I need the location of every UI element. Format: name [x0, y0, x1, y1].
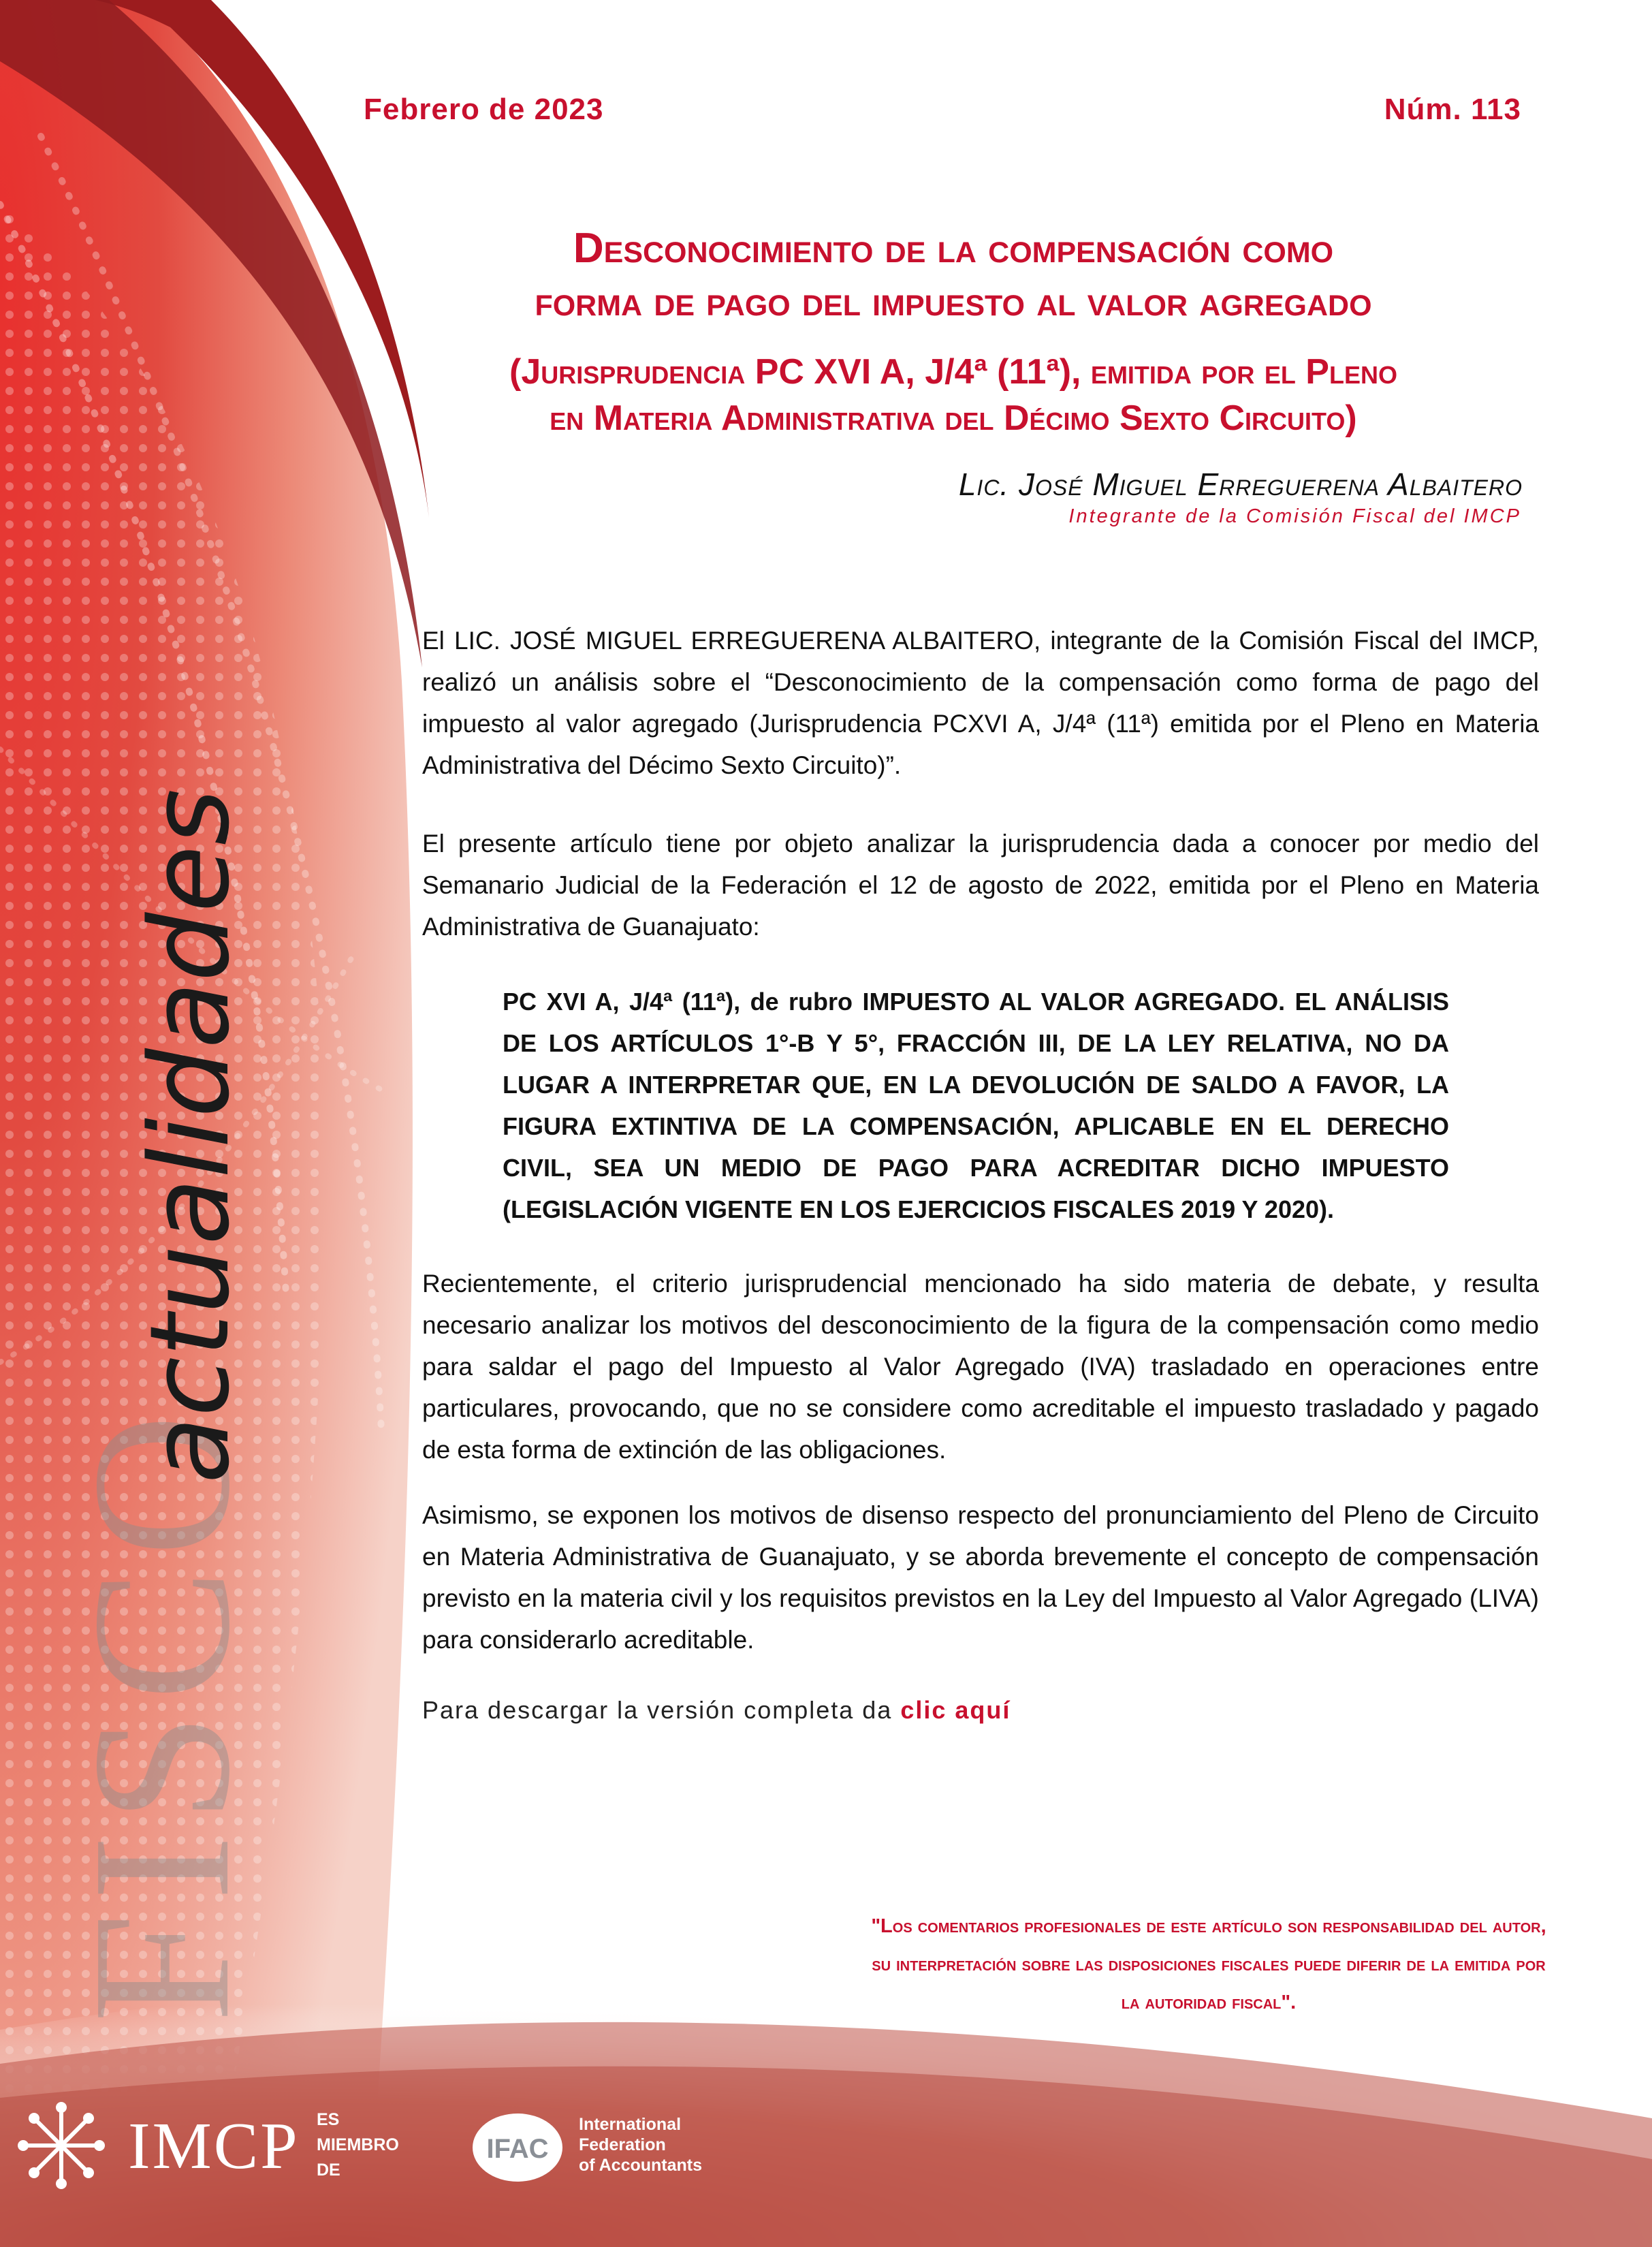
logo-word-fisco: FISCO — [52, 1402, 270, 2023]
author-role: Integrante de la Comisión Fiscal del IMCP — [1068, 505, 1521, 527]
member-of-label — [317, 2107, 399, 2183]
ifac-line-3: of Accountants — [579, 2156, 703, 2175]
subtitle-line-1: (Jurisprudencia PC XVI A, J/4ª (11ª), emitida por el Pleno — [509, 352, 1397, 392]
paragraph-dissent: Asimismo, se exponen los motivos de disenso respecto del pronunciamiento del Pleno de Circuito en Materia Administrativa de Guanajuato, y se aborda brevemente el concepto de compensación previsto en la materia civil y los requisitos previstos en la Ley del Impuesto al Valor Agregado (LIVA) para considerarlo acreditable. — [422, 1501, 1539, 1654]
paragraph-objective: El presente artículo tiene por objeto analizar la jurisprudencia dada a conocer por medio del Semanario Judicial de la Federación el 12 de agosto de 2022, emitida por el Pleno en Materia Administrativa de Guanajuato: — [422, 830, 1539, 941]
download-line — [422, 1696, 1011, 1725]
title-line-2: forma de pago del impuesto al valor agregado — [535, 278, 1372, 325]
title-line-1: Desconocimiento de la compensación como — [573, 225, 1334, 272]
ifac-logo-icon — [470, 2110, 565, 2185]
ifac-badge-text: IFAC — [486, 2134, 549, 2164]
imcp-wordmark: IMCP — [128, 2109, 300, 2183]
download-link[interactable]: clic aquí — [900, 1696, 1011, 1724]
jurisprudence-quote: PC XVI A, J/4ª (11ª), de rubro IMPUESTO AL VALOR AGREGADO. EL ANÁLISIS DE LOS ARTÍCULOS 1°-B Y 5°, FRACCIÓN III, DE LA LEY RELATIVA, NO DA LUGAR A INTERPRETAR QUE, EN LA DEVOLUCIÓN DE SALDO A FAVOR, LA FIGURA EXTINTIVA DE LA COMPENSACIÓN, APLICABLE EN EL DERECHO CIVIL, SEA UN MEDIO DE PAGO PARA ACREDITAR DICHO IMPUESTO (LEGISLACIÓN VIGENTE EN LOS EJERCICIOS FISCALES 2019 Y 2020). — [503, 988, 1449, 1223]
paragraph-intro: El LIC. JOSÉ MIGUEL ERREGUERENA ALBAITERO, integrante de la Comisión Fiscal del IMCP, realizó un análisis sobre el “Desconocimiento de la compensación como forma de pago del impuesto al valor agregado (Jurisprudencia PCXVI A, J/4ª (11ª) emitida por el Pleno en Materia Administrativa del Décimo Sexto Circuito)”. — [422, 627, 1539, 779]
logo-word-actualidades: actualidades — [126, 788, 253, 1483]
issue-date: Febrero de 2023 — [364, 93, 604, 126]
subtitle-line-2: en Materia Administrativa del Décimo Sexto Circuito) — [550, 398, 1357, 438]
paragraph-debate: Recientemente, el criterio jurisprudencial mencionado ha sido materia de debate, y resulta necesario analizar los motivos del desconocimiento de la figura de la compensación como medio para saldar el pago del Impuesto al Valor Agregado (IVA) trasladado en operaciones entre particulares, provocando, que no se considere como acreditable el impuesto trasladado y pagado de esta forma de extinción de las obligaciones. — [422, 1270, 1539, 1464]
member-line-2: MIEMBRO — [317, 2135, 399, 2154]
author-name: Lic. José Miguel Erreguerena Albaitero — [958, 467, 1523, 502]
ifac-line-2: Federation — [579, 2135, 666, 2154]
disclaimer: "Los comentarios profesionales de este artículo son responsabilidad del autor, su interpretación sobre las disposiciones fiscales puede diferir de la emitida por la autoridad fiscal". — [871, 1915, 1546, 2013]
article-subtitle — [368, 349, 1539, 441]
fisco-actualidades-logo — [48, 789, 274, 2023]
member-line-3: DE — [317, 2160, 340, 2180]
imcp-emblem-icon — [14, 2098, 109, 2193]
download-text: Para descargar la versión completa da — [422, 1696, 901, 1724]
ifac-name — [579, 2114, 702, 2175]
member-line-1: ES — [317, 2110, 340, 2129]
ifac-line-1: International — [579, 2115, 682, 2134]
article-title — [368, 222, 1539, 328]
issue-number: Núm. 113 — [1384, 93, 1521, 126]
